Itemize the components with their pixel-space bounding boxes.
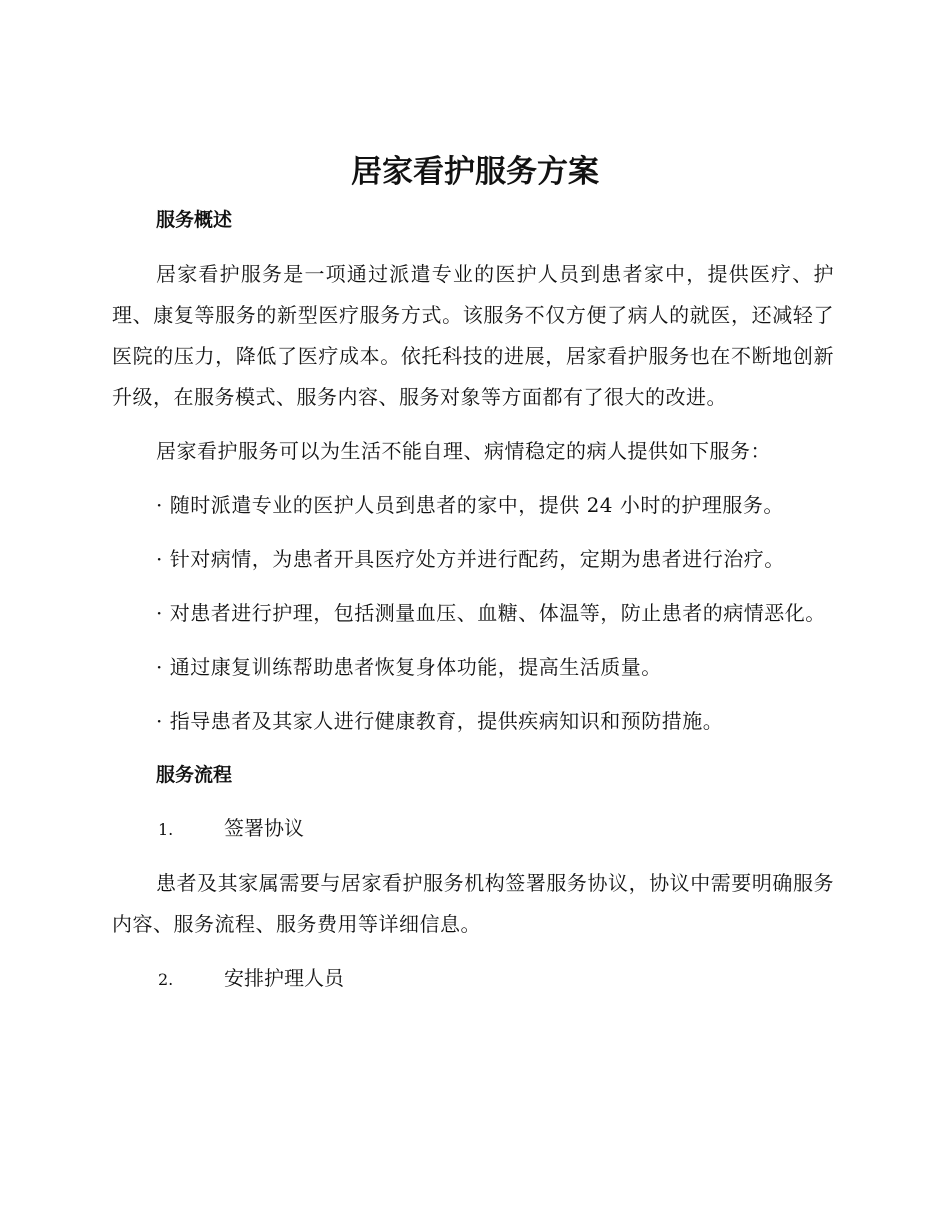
paragraph-services-lead: 居家看护服务可以为生活不能自理、病情稳定的病人提供如下服务： <box>156 439 771 463</box>
bullet-item: · 随时派遣专业的医护人员到患者的家中，提供 24 小时的护理服务。 <box>156 493 784 517</box>
section-heading-overview: 服务概述 <box>156 209 233 231</box>
step-number: 2. <box>158 970 174 989</box>
bullet-item: · 指导患者及其家人进行健康教育，提供疾病知识和预防措施。 <box>156 709 724 733</box>
document-body <box>112 200 834 1000</box>
bullet-item: · 通过康复训练帮助患者恢复身体功能，提高生活质量。 <box>156 655 662 679</box>
section-heading-process: 服务流程 <box>156 764 233 786</box>
step-label: 安排护理人员 <box>224 966 344 990</box>
document-title: 居家看护服务方案 <box>351 154 599 190</box>
step-label: 签署协议 <box>224 816 304 840</box>
paragraph-step-detail: 患者及其家属需要与居家看护服务机构签署服务协议，协议中需要明确服务内容、服务流程、服务费用等详细信息。 <box>112 871 834 936</box>
numbered-step <box>112 808 834 850</box>
bullet-item: · 对患者进行护理，包括测量血压、血糖、体温等，防止患者的病情恶化。 <box>156 601 826 625</box>
paragraph-intro: 居家看护服务是一项通过派遣专业的医护人员到患者家中，提供医疗、护理、康复等服务的新型医疗服务方式。该服务不仅方便了病人的就医，还减轻了医院的压力，降低了医疗成本。依托科技的进展，居家看护服务也在不断地创新升级，在服务模式、服务内容、服务对象等方面都有了很大的改进。 <box>112 262 834 409</box>
numbered-step <box>112 958 834 1000</box>
bullet-item: · 针对病情，为患者开具医疗处方并进行配药，定期为患者进行治疗。 <box>156 547 785 571</box>
step-number: 1. <box>158 820 174 839</box>
